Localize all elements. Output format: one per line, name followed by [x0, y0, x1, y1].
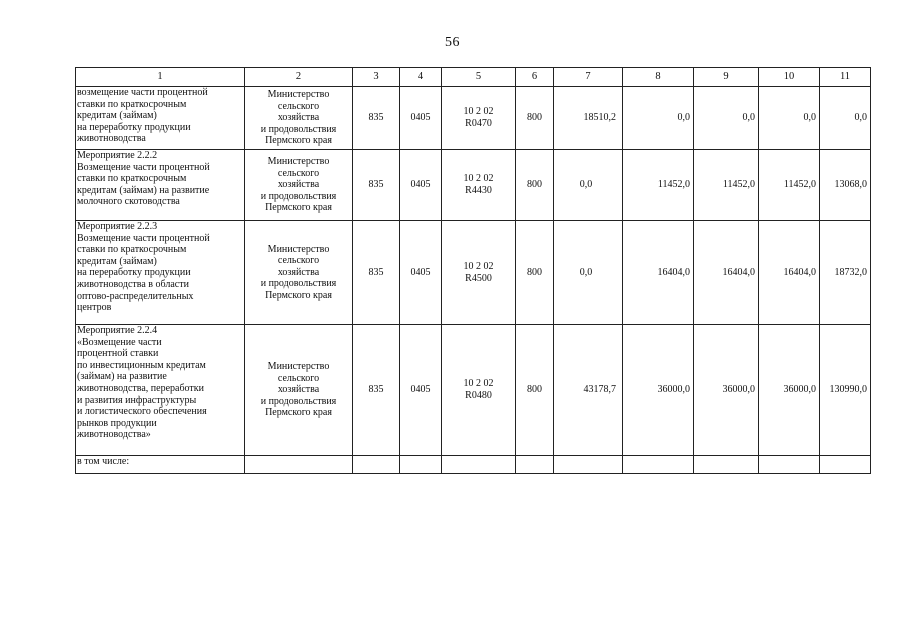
amount-cell: 11452,0: [694, 150, 759, 221]
code-cell: [353, 456, 400, 474]
target-code-line: 10 2 02: [463, 173, 494, 185]
amount-cell: [694, 456, 759, 474]
amount-cell: 16404,0: [759, 221, 820, 325]
executor-line: Пермского края: [265, 407, 332, 419]
table-row: [76, 325, 871, 456]
description-cell: [76, 150, 245, 221]
description-cell: [76, 456, 245, 474]
table-row: [76, 150, 871, 221]
executor-cell: [245, 150, 353, 221]
header-cell: 4: [400, 68, 442, 87]
page-number: 56: [445, 35, 460, 50]
code-cell: 800: [516, 221, 554, 325]
description-line: и развития инфраструктуры: [77, 394, 197, 406]
amount-cell: 0,0: [759, 87, 820, 150]
amount-cell: 0,0: [623, 87, 694, 150]
target-code-cell: [442, 87, 516, 150]
amount-cell: 11452,0: [623, 150, 694, 221]
header-cell: 3: [353, 68, 400, 87]
target-code-cell: [442, 221, 516, 325]
description-line: Возмещение части процентной: [77, 161, 210, 173]
code-cell: 835: [353, 221, 400, 325]
executor-line: Министерство: [267, 243, 330, 255]
table-row: [76, 221, 871, 325]
description-line: процентной ставки: [77, 348, 159, 360]
amount-cell: 36000,0: [759, 325, 820, 456]
executor-line: и продовольствия: [260, 395, 337, 407]
description-line: рынков продукции: [77, 417, 157, 429]
code-cell: 800: [516, 325, 554, 456]
executor-line: хозяйства: [277, 384, 320, 396]
amount-cell: 130990,0: [820, 325, 871, 456]
description-cell: [76, 325, 245, 456]
executor-line: сельского: [277, 255, 320, 267]
target-code-cell: [442, 325, 516, 456]
header-cell: 9: [694, 68, 759, 87]
executor-cell: [245, 456, 353, 474]
description-line: оптово-распределительных: [77, 290, 194, 302]
description-line: в том числе:: [77, 456, 130, 467]
amount-cell: 0,0: [554, 221, 623, 325]
amount-cell: [759, 456, 820, 474]
description-line: Мероприятие 2.2.2: [77, 150, 158, 161]
description-line: (займам) на развитие: [77, 371, 167, 383]
amount-cell: 36000,0: [623, 325, 694, 456]
table-row: [76, 87, 871, 150]
target-code-line: R0480: [465, 390, 492, 401]
code-cell: [400, 456, 442, 474]
executor-cell: [245, 221, 353, 325]
executor-cell: [245, 87, 353, 150]
target-code-line: R4430: [465, 185, 492, 196]
code-cell: [516, 456, 554, 474]
executor-line: и продовольствия: [260, 278, 337, 290]
description-line: и логистического обеспечения: [77, 406, 207, 418]
executor-line: Министерство: [267, 361, 330, 373]
header-cell: 10: [759, 68, 820, 87]
header-cell: 7: [554, 68, 623, 87]
executor-line: Пермского края: [265, 135, 332, 147]
description-line: животноводства в области: [77, 278, 189, 290]
budget-table: [75, 67, 871, 474]
header-cell: 1: [76, 68, 245, 87]
amount-cell: 16404,0: [694, 221, 759, 325]
amount-cell: 0,0: [694, 87, 759, 150]
description-line: по инвестиционным кредитам: [77, 359, 206, 371]
description-line: центров: [77, 302, 112, 314]
description-line: кредитам (займам): [77, 255, 157, 267]
code-cell: 0405: [400, 87, 442, 150]
description-line: возмещение части процентной: [77, 87, 208, 98]
executor-line: хозяйства: [277, 112, 320, 124]
amount-cell: 43178,7: [554, 325, 623, 456]
description-line: животноводства»: [77, 429, 151, 441]
description-cell: [76, 87, 245, 150]
target-code-line: 10 2 02: [463, 106, 494, 118]
executor-line: хозяйства: [277, 266, 320, 278]
description-line: кредитам (займам) на развитие: [77, 184, 210, 196]
description-line: ставки по краткосрочным: [77, 173, 187, 185]
header-cell: 2: [245, 68, 353, 87]
table-header-row: [76, 68, 871, 87]
amount-cell: 0,0: [554, 150, 623, 221]
description-line: животноводства: [77, 133, 146, 145]
code-cell: 800: [516, 87, 554, 150]
amount-cell: 11452,0: [759, 150, 820, 221]
executor-line: сельского: [277, 100, 320, 112]
executor-line: хозяйства: [277, 179, 320, 191]
description-line: животноводства, переработки: [77, 382, 204, 394]
target-code-cell: [442, 150, 516, 221]
amount-cell: 18510,2: [554, 87, 623, 150]
description-cell: [76, 221, 245, 325]
description-line: кредитам (займам): [77, 110, 157, 122]
code-cell: 0405: [400, 150, 442, 221]
executor-line: сельского: [277, 167, 320, 179]
description-line: ставки по краткосрочным: [77, 98, 187, 110]
executor-line: и продовольствия: [260, 123, 337, 135]
code-cell: 0405: [400, 325, 442, 456]
target-code-line: 10 2 02: [463, 378, 494, 390]
description-line: молочного скотоводства: [77, 196, 180, 208]
executor-line: Пермского края: [265, 202, 332, 214]
amount-cell: [820, 456, 871, 474]
description-line: «Возмещение части: [77, 336, 162, 348]
executor-line: и продовольствия: [260, 190, 337, 202]
code-cell: 835: [353, 325, 400, 456]
amount-cell: 13068,0: [820, 150, 871, 221]
amount-cell: [623, 456, 694, 474]
header-cell: 6: [516, 68, 554, 87]
description-line: Возмещение части процентной: [77, 232, 210, 244]
target-code-cell: [442, 456, 516, 474]
code-cell: 835: [353, 87, 400, 150]
executor-line: Министерство: [267, 89, 330, 101]
code-cell: 800: [516, 150, 554, 221]
executor-line: Министерство: [267, 156, 330, 168]
description-line: на переработку продукции: [77, 267, 191, 279]
target-code-line: 10 2 02: [463, 260, 494, 272]
description-line: Мероприятие 2.2.3: [77, 221, 158, 232]
code-cell: 835: [353, 150, 400, 221]
code-cell: 0405: [400, 221, 442, 325]
executor-line: Пермского края: [265, 289, 332, 301]
amount-cell: 36000,0: [694, 325, 759, 456]
executor-line: сельского: [277, 372, 320, 384]
header-cell: 8: [623, 68, 694, 87]
description-line: ставки по краткосрочным: [77, 244, 187, 256]
header-cell: 5: [442, 68, 516, 87]
table-row: [76, 456, 871, 474]
target-code-line: R0470: [465, 118, 492, 129]
executor-cell: [245, 325, 353, 456]
amount-cell: 0,0: [820, 87, 871, 150]
description-line: на переработку продукции: [77, 121, 191, 133]
target-code-line: R4500: [465, 272, 492, 284]
header-cell: 11: [820, 68, 871, 87]
amount-cell: 18732,0: [820, 221, 871, 325]
amount-cell: [554, 456, 623, 474]
description-line: Мероприятие 2.2.4: [77, 325, 158, 336]
amount-cell: 16404,0: [623, 221, 694, 325]
